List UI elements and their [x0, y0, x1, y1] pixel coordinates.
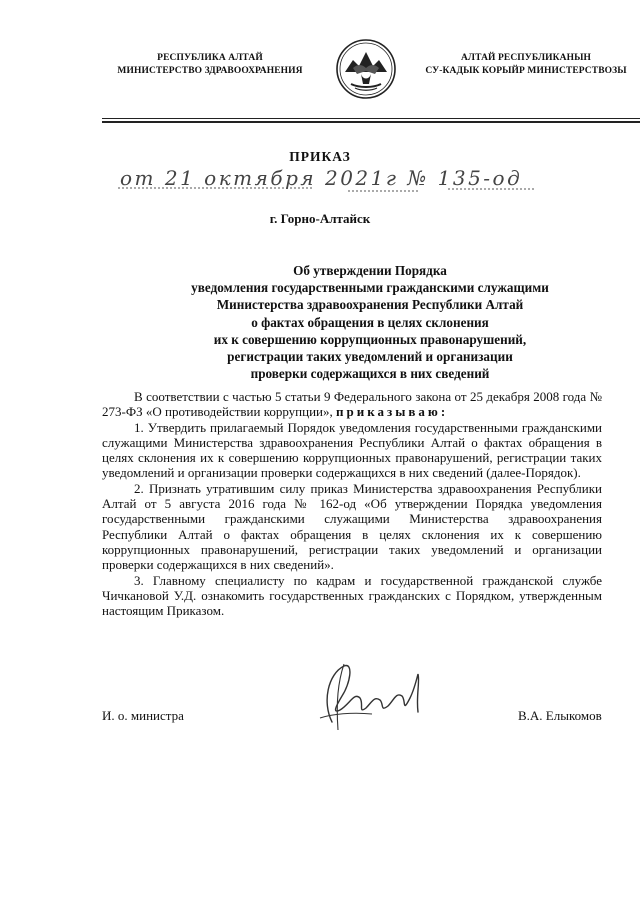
header-right-line1: АЛТАЙ РЕСПУБЛИКАНЫН: [460, 53, 592, 63]
preamble-text: В соответствии с частью 5 статьи 9 Федерального закона от 25 декабря 2008 года № 273-ФЗ «О противодействии коррупции»,: [102, 389, 602, 420]
item-1-paragraph: 1. Утвердить прилагаемый Порядок уведомления государственными гражданскими служащими Министерства здравоохранения Республики Алтай о фактах обращения в целях склонения их к совершению коррупционных правонарушений, регистрации таких уведомлений и организации проверки содержащихся в них сведений (далее-Порядок).: [102, 419, 602, 481]
handwritten-date-number: от 21 октября 2021г № 135-од: [120, 166, 523, 190]
subject-line: проверки содержащихся в них сведений: [250, 366, 490, 382]
header-ministry-alt: [411, 52, 640, 78]
header-ministry-ru: [112, 52, 308, 78]
subject-line: уведомления государственными гражданскими служащими: [191, 280, 549, 296]
subject-line: Об утверждении Порядка: [293, 263, 447, 278]
header-divider-thick: [102, 121, 640, 123]
document-body: [102, 389, 602, 618]
header-right-line2: СУ-КАДЫК КОРЫЙР МИНИСТЕРСТВОЗЫ: [425, 66, 627, 76]
item-2-paragraph: 2. Признать утратившим силу приказ Министерства здравоохранения Республики Алтай от 5 августа 2016 года № 162-од «Об утверждении Порядка уведомления государственными гражданскими служащими Министерства здравоохранения Республики Алтай о фактах обращения в целях склонения их к совершению коррупционных правонарушений, регистрации таких уведомлений и организации проверки содержащихся в них сведений».: [102, 480, 602, 573]
signatory-name: В.А. Елыкомов: [518, 708, 602, 723]
subject-line: Министерства здравоохранения Республики Алтай: [216, 297, 524, 313]
subject-line: о фактах обращения в целях склонения: [251, 314, 489, 330]
subject-line: регистрации таких уведомлений и организации: [227, 349, 513, 365]
preamble-paragraph: [102, 389, 602, 420]
signatory-position: И. о. министра: [102, 708, 184, 723]
handwritten-signature: [292, 652, 442, 740]
document-title: ПРИКАЗ: [289, 149, 351, 164]
document-city: г. Горно-Алтайск: [269, 211, 371, 226]
preamble-action: приказываю:: [336, 404, 449, 420]
header-left-line2: МИНИСТЕРСТВО ЗДРАВООХРАНЕНИЯ: [117, 66, 303, 76]
header-left-line1: РЕСПУБЛИКА АЛТАЙ: [157, 53, 263, 63]
document-subject: [140, 262, 600, 382]
subject-line: их к совершению коррупционных правонарушений,: [213, 331, 527, 347]
header-divider-thin: [102, 118, 640, 119]
altai-republic-emblem-icon: [335, 38, 397, 100]
item-3-paragraph: 3. Главному специалисту по кадрам и государственной гражданской службе Чичкановой У.Д. ознакомить государственных гражданских с Порядком, утвержденным настоящим Приказом.: [102, 572, 602, 619]
